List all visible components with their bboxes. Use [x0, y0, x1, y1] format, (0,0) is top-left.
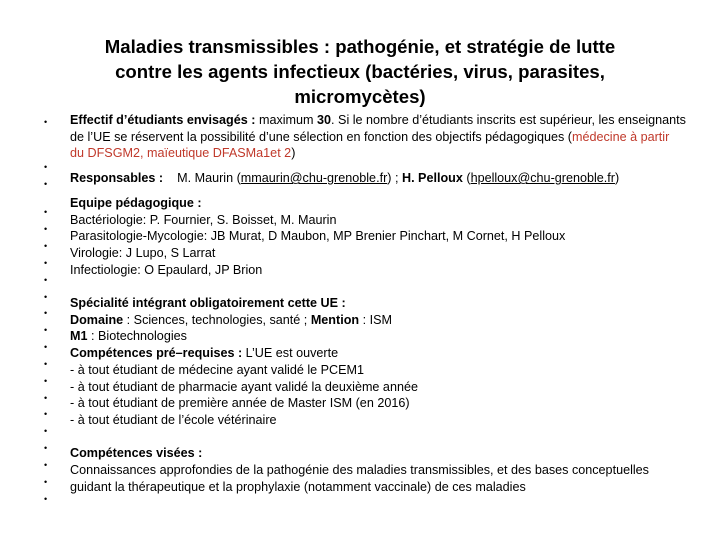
bullet: •	[44, 460, 48, 470]
effectif-label: Effectif d’étudiants envisagés :	[70, 113, 256, 127]
responsables-label: Responsables :	[70, 171, 164, 186]
responsable-2-email-link[interactable]: hpelloux@chu-grenoble.fr	[470, 171, 615, 186]
effectif-number: 30	[317, 113, 332, 127]
bullet: •	[44, 494, 48, 504]
m1-value: : Biotechnologies	[87, 329, 187, 344]
equipe-label: Equipe pédagogique :	[70, 195, 202, 210]
bullet: •	[44, 325, 48, 335]
equipe-line: Bactériologie: P. Fournier, S. Boisset, M. Maurin	[70, 212, 337, 227]
bullet: •	[44, 443, 48, 453]
responsable-1-name: M. Maurin	[177, 171, 234, 186]
prerequis-item: - à tout étudiant de médecine ayant validé le PCEM1	[70, 362, 365, 377]
responsable-1-email-link[interactable]: mmaurin@chu-grenoble.fr	[240, 171, 388, 186]
effectif-paragraph	[70, 112, 686, 162]
equipe-line: Infectiologie: O Epaulard, JP Brion	[70, 262, 263, 277]
effectif-text-3: )	[291, 146, 296, 161]
prerequis-line	[70, 345, 686, 362]
bullet: •	[44, 275, 48, 285]
prerequis-value: L’UE est ouverte	[242, 346, 339, 361]
specialite-label: Spécialité intégrant obligatoirement cette UE :	[70, 296, 346, 311]
prerequis-item: - à tout étudiant de première année de Master ISM (en 2016)	[70, 396, 410, 411]
bullet: •	[44, 292, 48, 302]
bullet: •	[44, 393, 48, 403]
bullet: •	[44, 342, 48, 352]
bullet: •	[44, 409, 48, 419]
specialite-section	[70, 295, 686, 429]
responsable-2-name: H. Pelloux	[401, 171, 463, 186]
bullet: •	[44, 258, 48, 268]
page-title	[40, 34, 680, 109]
responsables-paragraph: Responsables : M. Maurin (mmaurin@chu-grenoble.fr) ; H. Pelloux (hpelloux@chu-grenoble.fr)	[70, 171, 620, 186]
m1-line	[70, 328, 686, 345]
bullet: •	[44, 162, 48, 172]
mention-label: Mention	[310, 312, 360, 327]
equipe-line: Parasitologie-Mycologie: JB Murat, D Maubon, MP Brenier Pinchart, M Cornet, H Pelloux	[70, 229, 566, 244]
effectif-red-text: médecine à partir du DFSGM2, maïeutique DFASMa1et 2	[70, 129, 670, 161]
content-body	[70, 112, 686, 495]
title-line-3: micromycètes)	[294, 86, 426, 107]
responsables-separator: ;	[391, 171, 402, 186]
competences-section	[70, 445, 686, 495]
bullet: •	[44, 224, 48, 234]
effectif-text-2: . Si le nombre d’étudiants inscrits est supérieur, les enseignants de l’UE se réservent la possibilité d’une sélection en fonction des objectifs pédagogiques (	[70, 113, 686, 144]
bullet: •	[44, 376, 48, 386]
bullet: •	[44, 117, 48, 127]
mention-value: : ISM	[359, 312, 392, 327]
effectif-text-1: maximum	[255, 113, 318, 127]
domaine-label: Domaine	[70, 312, 124, 327]
bullet: •	[44, 179, 48, 189]
title-line-2: contre les agents infectieux (bactéries, virus, parasites,	[115, 61, 605, 82]
bullet: •	[44, 241, 48, 251]
title-line-1: Maladies transmissibles : pathogénie, et stratégie de lutte	[104, 36, 616, 57]
equipe-section	[70, 195, 686, 279]
prerequis-label: Compétences pré–requises :	[70, 346, 243, 361]
bullet: •	[44, 359, 48, 369]
domaine-line	[70, 312, 686, 329]
competences-text: Connaissances approfondies de la pathogénie des maladies transmissibles, et des bases conceptuelles guidant la thérapeutique et la prophylaxie (notamment vaccinale) de ces maladies	[70, 463, 649, 494]
domaine-value: : Sciences, technologies, santé ;	[123, 312, 311, 327]
competences-label: Compétences visées :	[70, 446, 203, 461]
bullet: •	[44, 207, 48, 217]
m1-label: M1	[70, 329, 88, 344]
bullet: •	[44, 426, 48, 436]
bullet: •	[44, 477, 48, 487]
prerequis-item: - à tout étudiant de pharmacie ayant validé la deuxième année	[70, 379, 418, 394]
bullet: •	[44, 308, 48, 318]
equipe-line: Virologie: J Lupo, S Larrat	[70, 245, 216, 260]
prerequis-item: - à tout étudiant de l’école vétérinaire	[70, 412, 277, 427]
